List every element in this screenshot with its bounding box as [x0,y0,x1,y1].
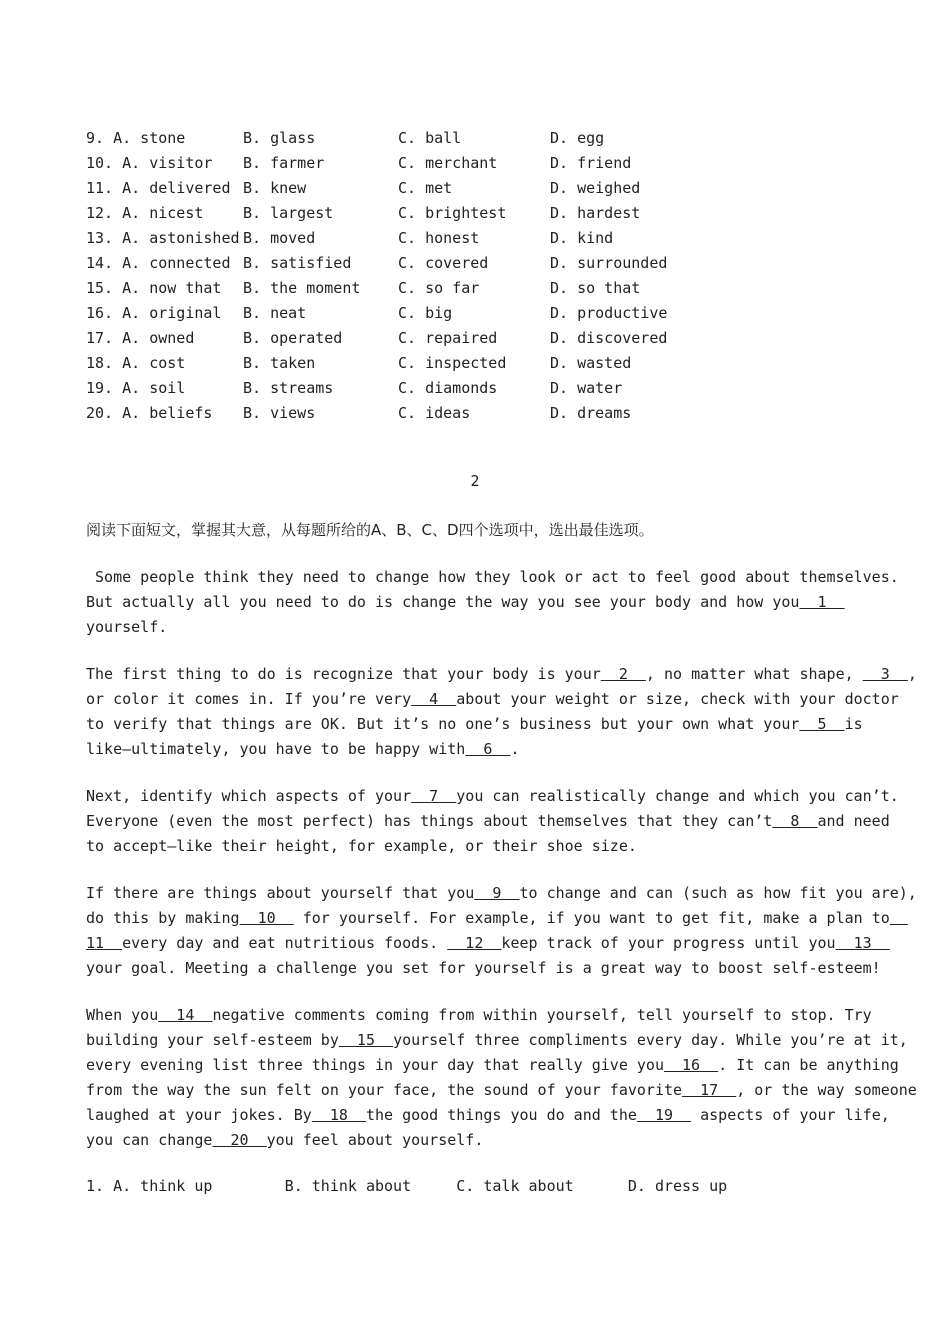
paragraph-2 [86,662,917,762]
text-segment: If there are things about yourself that you [86,884,475,902]
option-a-text: A. stone [113,128,186,147]
text-line [86,1103,890,1128]
option-a-text: A. beliefs [122,403,213,422]
answer-blank: 5 [799,715,845,733]
answer-blank: 16 [663,1056,719,1074]
option-row [86,400,710,425]
option-row [86,250,710,275]
text-segment: to accept—like their height, for example, or their shoe size. [86,837,637,855]
text-line [86,565,899,590]
option-b: B. moved [243,228,316,247]
answer-blank: 3 [862,665,908,683]
text-segment: laughed at your jokes. By [86,1106,312,1124]
option-c: C. covered [398,253,489,272]
option-d: D. water [550,378,623,397]
option-d: D. hardest [550,203,641,222]
text-segment: Some people think they need to change how they look or act to feel good about themselves. [86,568,899,586]
answer-blank [890,909,908,927]
option-d: D. so that [550,278,641,297]
question-number: 11. [86,178,114,197]
option-a [86,300,243,325]
option-a-text: A. delivered [122,178,231,197]
option-a-text: A. connected [122,253,231,272]
option-row [86,200,710,225]
option-b: B. neat [243,303,307,322]
text-segment: like—ultimately, you have to be happy with [86,740,466,758]
option-b: B. glass [243,128,316,147]
text-segment: do this by making [86,909,240,927]
text-segment: negative comments coming from within yourself, tell yourself to stop. Try [212,1006,872,1024]
answer-blank: 15 [338,1031,394,1049]
option-a-text: A. cost [122,353,186,372]
answer-blank: 10 [239,909,294,927]
option-c: C. merchant [398,153,498,172]
option-a [86,175,243,200]
text-line [86,1053,899,1078]
option-b: B. largest [243,203,334,222]
question-number: 20. [86,403,114,422]
options-table [86,125,710,425]
text-line [86,834,866,859]
option-a-text: A. now that [122,278,222,297]
option-row [86,325,710,350]
option-b: B. taken [243,353,316,372]
text-segment: keep track of your progress until you [501,934,836,952]
option-a [86,150,243,175]
instruction-text: 阅读下面短文，掌握其大意，从每题所给的A、B、C、D四个选项中，选出最佳选项。 [86,521,654,539]
text-line [86,1128,866,1153]
text-line [86,1028,908,1053]
option-b: B. satisfied [243,253,352,272]
text-line [86,662,917,687]
option-b: B. the moment [243,278,361,297]
text-line [86,1078,917,1103]
option-b: B. knew [243,178,307,197]
option-row [86,150,710,175]
answer-blank: 20 [212,1131,267,1149]
option-row [86,375,710,400]
answer-blank: 8 [772,812,818,830]
text-line [86,737,866,762]
text-line [86,712,866,737]
option-a [86,225,243,250]
answer-blank: 18 [311,1106,366,1124]
answer-blank: 6 [465,740,511,758]
option-d: D. egg [550,128,605,147]
option-a-text: A. astonished [122,228,240,247]
question-number: 15. [86,278,114,297]
question-number: 14. [86,253,114,272]
question-number: 19. [86,378,114,397]
option-c: C. inspected [398,353,507,372]
answer-blank: 14 [158,1006,213,1024]
option-a [86,250,243,275]
option-d: D. friend [550,153,632,172]
option-c: C. ideas [398,403,471,422]
option-d: D. surrounded [550,253,668,272]
text-segment: is [844,715,863,733]
text-line [86,1003,872,1028]
option-a [86,325,243,350]
answer-blank: 9 [474,884,520,902]
text-segment: Everyone (even the most perfect) has things about themselves that they can’t [86,812,773,830]
text-line [86,809,890,834]
question-1-options: 1. A. think up B. think about C. talk about D. dress up [86,1177,728,1195]
answer-blank: 17 [682,1081,737,1099]
paragraph-5 [86,1003,917,1153]
option-a-text: A. nicest [122,203,204,222]
text-segment: Next, identify which aspects of your [86,787,412,805]
answer-blank: 13 [835,934,890,952]
text-segment: the good things you do and the [365,1106,637,1124]
option-c: C. diamonds [398,378,498,397]
answer-blank: 7 [411,787,457,805]
text-segment: every evening list three things in your day that really give you [86,1056,664,1074]
option-c: C. honest [398,228,480,247]
option-a [86,125,243,150]
option-row [86,225,710,250]
option-b: B. operated [243,328,343,347]
option-a [86,275,243,300]
option-d: D. discovered [550,328,668,347]
text-segment: to change and can (such as how fit you are), [519,884,917,902]
option-a [86,350,243,375]
option-row [86,350,710,375]
option-b: B. streams [243,378,334,397]
text-segment: for yourself. For example, if you want to get fit, make a plan to [293,909,890,927]
answer-blank: 1 [799,593,845,611]
section-number: 2 [470,472,480,490]
option-row [86,275,710,300]
text-segment: , no matter what shape, [645,665,863,683]
option-row [86,175,710,200]
text-segment: you feel about yourself. [266,1131,484,1149]
text-segment: yourself. [86,618,168,636]
text-segment: and need [817,812,890,830]
option-row [86,300,710,325]
option-c: C. big [398,303,453,322]
option-d: D. dreams [550,403,632,422]
text-segment: or color it comes in. If you’re very [86,690,412,708]
option-b: B. farmer [243,153,325,172]
text-line [86,956,881,981]
text-line [86,590,866,615]
text-segment: you can change [86,1131,213,1149]
option-c: C. met [398,178,453,197]
option-a [86,200,243,225]
option-a-text: A. original [122,303,222,322]
text-segment: aspects of your life, [691,1106,890,1124]
option-a-text: A. owned [122,328,195,347]
option-c: C. ball [398,128,462,147]
text-line [86,931,890,956]
question-number: 16. [86,303,114,322]
text-segment: . It can be anything [718,1056,899,1074]
option-a-text: A. soil [122,378,186,397]
answer-blank: 19 [636,1106,692,1124]
answer-blank: 2 [600,665,646,683]
text-line [86,881,917,906]
answer-blank: 12 [447,934,502,952]
paragraph-4 [86,881,917,981]
text-line [86,687,899,712]
answer-blank: 4 [411,690,457,708]
option-d: D. kind [550,228,614,247]
text-segment: you can realistically change and which you can’t. [456,787,899,805]
option-d: D. weighed [550,178,641,197]
text-segment: , or the way someone [736,1081,917,1099]
question-number: 12. [86,203,114,222]
option-c: C. so far [398,278,480,297]
question-number: 17. [86,328,114,347]
question-number: 18. [86,353,114,372]
option-d: D. wasted [550,353,632,372]
option-a-text: A. visitor [122,153,213,172]
text-segment: about your weight or size, check with your doctor [456,690,899,708]
question-number: 10. [86,153,114,172]
paragraph-1 [86,565,899,640]
text-line [86,615,866,640]
text-segment: , [907,665,917,683]
question-number: 13. [86,228,114,247]
option-c: C. brightest [398,203,507,222]
option-c: C. repaired [398,328,498,347]
text-segment: But actually all you need to do is change the way you see your body and how you [86,593,800,611]
answer-blank: 11 [86,934,123,952]
option-row [86,125,710,150]
text-segment: your goal. Meeting a challenge you set for yourself is a great way to boost self-esteem! [86,959,881,977]
option-a [86,400,243,425]
option-a [86,375,243,400]
option-b: B. views [243,403,316,422]
text-segment: building your self-esteem by [86,1031,339,1049]
text-segment: When you [86,1006,159,1024]
text-segment: yourself three compliments every day. While you’re at it, [393,1031,908,1049]
text-line [86,906,890,931]
text-segment: from the way the sun felt on your face, the sound of your favorite [86,1081,683,1099]
text-segment: to verify that things are OK. But it’s no one’s business but your own what your [86,715,800,733]
text-segment: every day and eat nutritious foods. [122,934,448,952]
question-number: 9. [86,128,105,147]
option-d: D. productive [550,303,668,322]
paragraph-3 [86,784,899,859]
text-segment: . [510,740,520,758]
text-line [86,784,899,809]
text-segment: The first thing to do is recognize that your body is your [86,665,601,683]
